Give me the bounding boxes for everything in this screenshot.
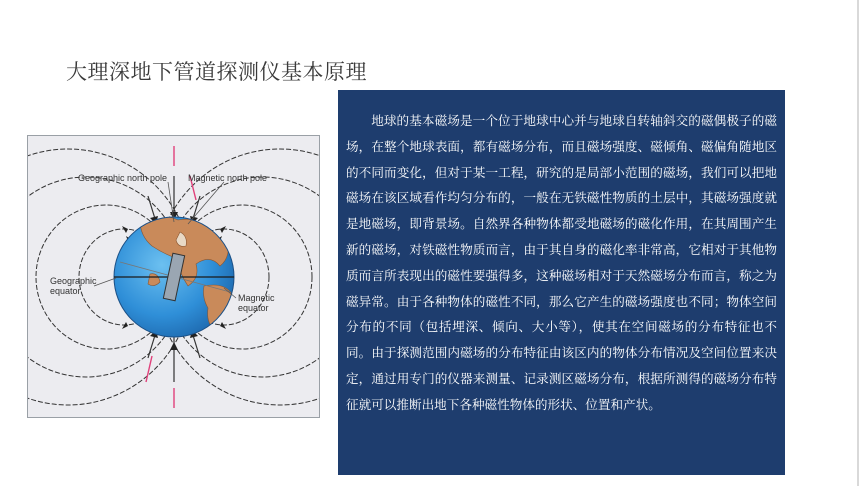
earth-magnetic-field-figure [27,135,320,418]
description-box [338,90,785,475]
label-magnetic-north-pole: Magnetic north pole [188,173,268,183]
description-text: 地球的基本磁场是一个位于地球中心并与地球自转轴斜交的磁偶极子的磁场，在整个地球表面，都有磁场分布，而且磁场强度、磁倾角、磁偏角随地区的不同而变化，但对于某一工程，研究的是局部小范围的磁场，我们可以把地磁场在该区域看作均匀分布的，一般在无铁磁性物质的土层中，其磁场强度就是地磁场，即背景场。自然界各种物体都受地磁场的磁化作用，在其周围产生新的磁场，对铁磁性物质而言，由于其自身的磁化率非常高，它相对于其他物质而言所表现出的磁性要强得多，这种磁场相对于天然磁场分布而言，称之为磁异常。由于各种物体的磁性不同，那么它产生的磁场强度也不同；物体空间分布的不同（包括埋深、倾向、大小等），使其在空间磁场的分布特征也不同。由于探测范围内磁场的分布特征由该区内的物体分布情况及空间位置来决定，通过用专门的仪器来测量、记录测区磁场分布，根据所测得的磁场分布特征就可以推断出地下各种磁性物体的形状、位置和产状。 [346,113,777,412]
label-magnetic-equator-1: Magnetic [238,293,275,303]
label-geographic-north-pole: Geographic north pole [78,173,168,183]
label-geographic-equator-2: equator [50,286,81,296]
page-title: 大理深地下管道探测仪基本原理 [66,60,367,84]
label-geographic-equator-1: Geographic [50,276,97,286]
label-magnetic-equator-2: equator [238,303,269,313]
slide-right-edge [857,0,859,486]
